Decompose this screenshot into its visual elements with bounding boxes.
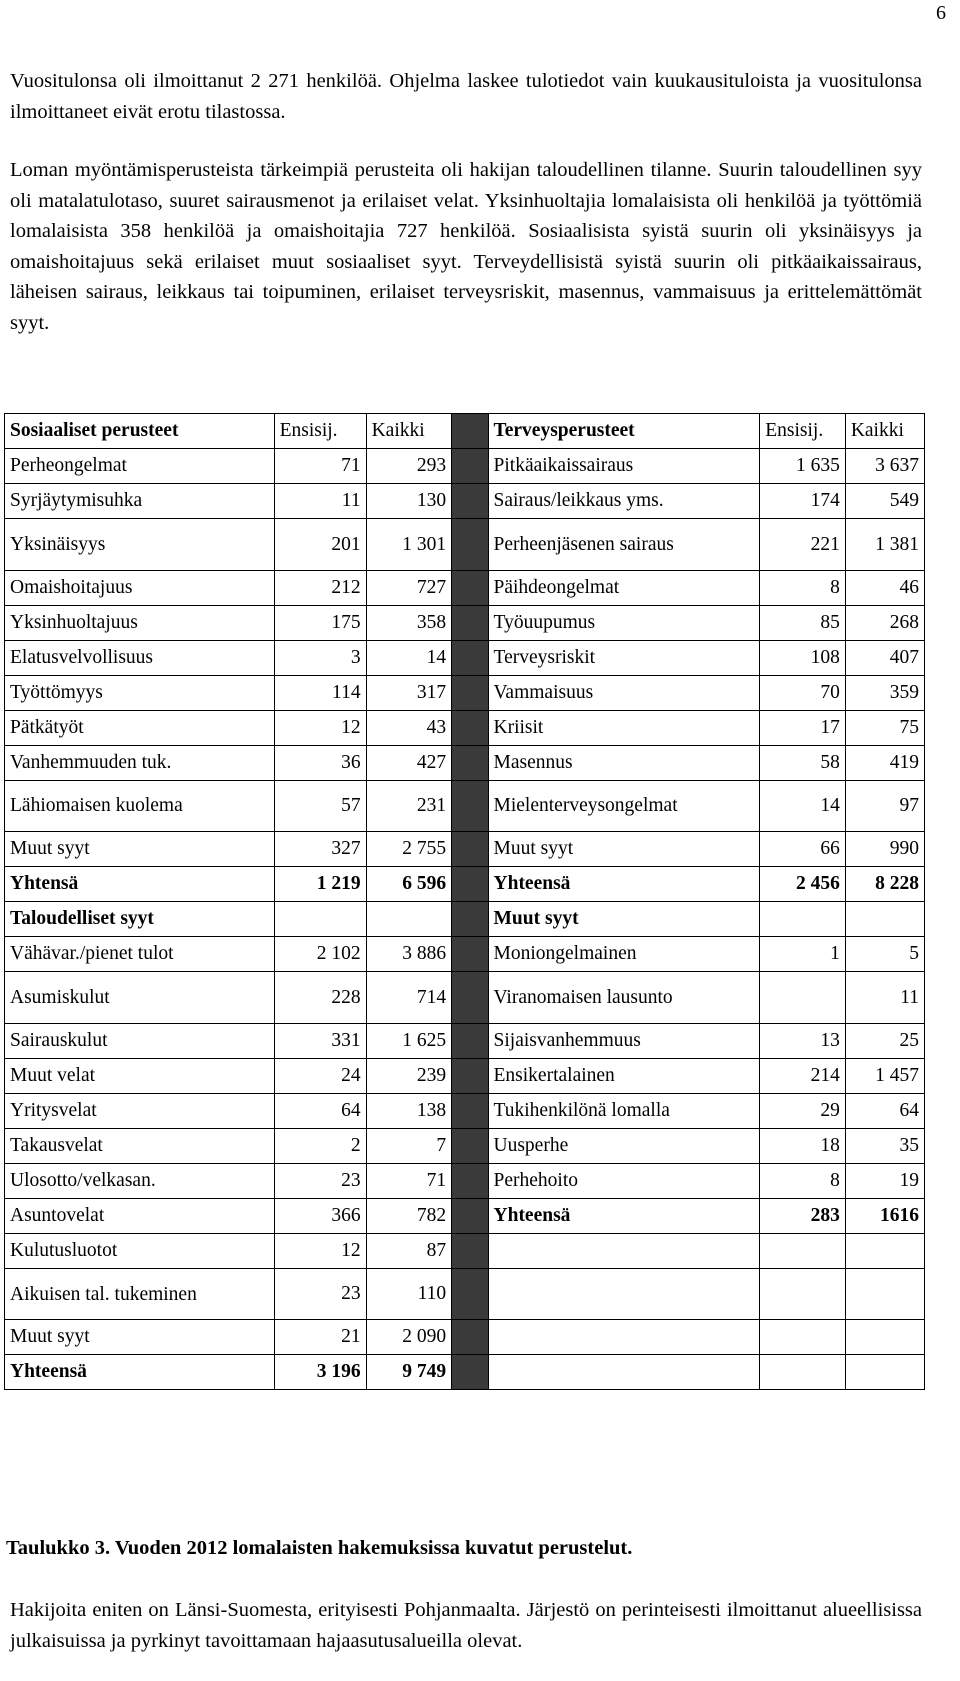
- right-all-value: [845, 1320, 924, 1355]
- column-separator: [452, 746, 488, 781]
- table-row: [5, 519, 925, 571]
- table-row: [5, 781, 925, 832]
- right-primary-value: 2 456: [760, 867, 846, 902]
- right-label: Terveysriskit: [488, 641, 760, 676]
- left-primary-value: [274, 902, 366, 937]
- table-row: [5, 606, 925, 641]
- left-all-value: 358: [366, 606, 452, 641]
- left-label: Kulutusluotot: [5, 1234, 275, 1269]
- left-primary-value: 23: [274, 1269, 366, 1320]
- right-primary-value: 14: [760, 781, 846, 832]
- left-all-value: 130: [366, 484, 452, 519]
- left-primary-value: 331: [274, 1024, 366, 1059]
- column-separator: [452, 1059, 488, 1094]
- right-label: Ensikertalainen: [488, 1059, 760, 1094]
- left-primary-value: 175: [274, 606, 366, 641]
- right-primary-value: [760, 1269, 846, 1320]
- right-label: Yhteensä: [488, 867, 760, 902]
- right-all-value: 1 381: [845, 519, 924, 571]
- right-label: Kriisit: [488, 711, 760, 746]
- left-primary-value: 201: [274, 519, 366, 571]
- header-primary-left: Ensisij.: [274, 414, 366, 449]
- right-primary-value: 85: [760, 606, 846, 641]
- left-primary-value: 327: [274, 832, 366, 867]
- column-separator: [452, 1234, 488, 1269]
- right-all-value: [845, 1234, 924, 1269]
- right-label: Muut syyt: [488, 832, 760, 867]
- left-all-value: 3 886: [366, 937, 452, 972]
- right-primary-value: 70: [760, 676, 846, 711]
- column-separator: [452, 1129, 488, 1164]
- left-primary-value: 57: [274, 781, 366, 832]
- right-primary-value: [760, 902, 846, 937]
- left-primary-value: 71: [274, 449, 366, 484]
- left-all-value: 138: [366, 1094, 452, 1129]
- table-row: [5, 1129, 925, 1164]
- left-all-value: 2 090: [366, 1320, 452, 1355]
- table-row: [5, 1234, 925, 1269]
- table-row: [5, 867, 925, 902]
- left-primary-value: 114: [274, 676, 366, 711]
- table-row: [5, 1094, 925, 1129]
- left-label: Muut velat: [5, 1059, 275, 1094]
- left-all-value: 9 749: [366, 1355, 452, 1390]
- left-all-value: 293: [366, 449, 452, 484]
- right-label: Sijaisvanhemmuus: [488, 1024, 760, 1059]
- right-primary-value: 174: [760, 484, 846, 519]
- table-row: [5, 832, 925, 867]
- right-primary-value: 8: [760, 1164, 846, 1199]
- left-all-value: 71: [366, 1164, 452, 1199]
- left-all-value: 6 596: [366, 867, 452, 902]
- right-primary-value: 18: [760, 1129, 846, 1164]
- right-label: Moniongelmainen: [488, 937, 760, 972]
- column-separator: [452, 781, 488, 832]
- right-label: Masennus: [488, 746, 760, 781]
- column-separator: [452, 1094, 488, 1129]
- right-primary-value: [760, 1355, 846, 1390]
- left-primary-value: 11: [274, 484, 366, 519]
- table-row: [5, 1164, 925, 1199]
- column-separator: [452, 1164, 488, 1199]
- table-row: [5, 902, 925, 937]
- right-all-value: 3 637: [845, 449, 924, 484]
- right-all-value: 549: [845, 484, 924, 519]
- left-primary-value: 2 102: [274, 937, 366, 972]
- page-number: 6: [936, 2, 946, 24]
- left-label: Muut syyt: [5, 1320, 275, 1355]
- column-separator: [452, 449, 488, 484]
- right-label: Muut syyt: [488, 902, 760, 937]
- right-label: Yhteensä: [488, 1199, 760, 1234]
- right-all-value: 19: [845, 1164, 924, 1199]
- header-social-reasons: Sosiaaliset perusteet: [5, 414, 275, 449]
- reasons-table: [4, 413, 925, 1390]
- left-label: Sairauskulut: [5, 1024, 275, 1059]
- right-label: Tukihenkilönä lomalla: [488, 1094, 760, 1129]
- left-label: Taloudelliset syyt: [5, 902, 275, 937]
- left-primary-value: 21: [274, 1320, 366, 1355]
- right-label: Päihdeongelmat: [488, 571, 760, 606]
- column-separator: [452, 606, 488, 641]
- left-label: Omaishoitajuus: [5, 571, 275, 606]
- right-all-value: 75: [845, 711, 924, 746]
- left-all-value: 727: [366, 571, 452, 606]
- header-health-reasons: Terveysperusteet: [488, 414, 760, 449]
- right-all-value: 407: [845, 641, 924, 676]
- header-primary-right: Ensisij.: [760, 414, 846, 449]
- table-row: [5, 1199, 925, 1234]
- right-label: Mielenterveysongelmat: [488, 781, 760, 832]
- right-primary-value: 17: [760, 711, 846, 746]
- left-all-value: [366, 902, 452, 937]
- right-all-value: 5: [845, 937, 924, 972]
- table-row: [5, 937, 925, 972]
- left-all-value: 1 625: [366, 1024, 452, 1059]
- right-all-value: 268: [845, 606, 924, 641]
- right-all-value: 1616: [845, 1199, 924, 1234]
- left-label: Lähiomaisen kuolema: [5, 781, 275, 832]
- table-header-row: [5, 414, 925, 449]
- column-separator: [452, 1199, 488, 1234]
- right-all-value: [845, 902, 924, 937]
- table-row: [5, 571, 925, 606]
- left-primary-value: 3 196: [274, 1355, 366, 1390]
- column-separator: [452, 414, 488, 449]
- right-label: Viranomaisen lausunto: [488, 972, 760, 1024]
- right-all-value: 35: [845, 1129, 924, 1164]
- paragraph-regions: Hakijoita eniten on Länsi-Suomesta, erityisesti Pohjanmaalta. Järjestö on perinteisesti ilmoittanut alueellisissa julkaisuissa ja pyrkinyt tavoittamaan hajaasutusalueilla olevat.: [10, 1599, 922, 1652]
- right-label: Perheenjäsenen sairaus: [488, 519, 760, 571]
- right-all-value: 990: [845, 832, 924, 867]
- table-row: [5, 676, 925, 711]
- right-primary-value: [760, 1320, 846, 1355]
- table-row: [5, 641, 925, 676]
- left-primary-value: 2: [274, 1129, 366, 1164]
- right-primary-value: 58: [760, 746, 846, 781]
- left-primary-value: 12: [274, 711, 366, 746]
- table-row: [5, 711, 925, 746]
- right-all-value: [845, 1269, 924, 1320]
- paragraph-annual-income: Vuositulonsa oli ilmoittanut 2 271 henkilöä. Ohjelma laskee tulotiedot vain kuukausituloista ja vuositulonsa ilmoittaneet eivät erotu tilastossa.: [10, 70, 922, 123]
- left-label: Vanhemmuuden tuk.: [5, 746, 275, 781]
- right-all-value: 1 457: [845, 1059, 924, 1094]
- right-label: Uusperhe: [488, 1129, 760, 1164]
- left-label: Perheongelmat: [5, 449, 275, 484]
- left-label: Ulosotto/velkasan.: [5, 1164, 275, 1199]
- right-label: [488, 1355, 760, 1390]
- left-all-value: 14: [366, 641, 452, 676]
- right-all-value: 46: [845, 571, 924, 606]
- right-label: Työuupumus: [488, 606, 760, 641]
- left-label: Syrjäytymisuhka: [5, 484, 275, 519]
- column-separator: [452, 641, 488, 676]
- header-all-left: Kaikki: [366, 414, 452, 449]
- left-primary-value: 1 219: [274, 867, 366, 902]
- left-all-value: 2 755: [366, 832, 452, 867]
- left-all-value: 317: [366, 676, 452, 711]
- left-all-value: 1 301: [366, 519, 452, 571]
- right-all-value: [845, 1355, 924, 1390]
- column-separator: [452, 676, 488, 711]
- right-primary-value: 108: [760, 641, 846, 676]
- left-primary-value: 3: [274, 641, 366, 676]
- right-primary-value: 214: [760, 1059, 846, 1094]
- right-primary-value: 66: [760, 832, 846, 867]
- right-label: [488, 1320, 760, 1355]
- left-primary-value: 24: [274, 1059, 366, 1094]
- right-primary-value: 1: [760, 937, 846, 972]
- right-primary-value: [760, 972, 846, 1024]
- right-primary-value: 221: [760, 519, 846, 571]
- left-label: Yksinäisyys: [5, 519, 275, 571]
- column-separator: [452, 711, 488, 746]
- right-label: Perhehoito: [488, 1164, 760, 1199]
- column-separator: [452, 1024, 488, 1059]
- right-all-value: 97: [845, 781, 924, 832]
- column-separator: [452, 519, 488, 571]
- column-separator: [452, 902, 488, 937]
- right-primary-value: 8: [760, 571, 846, 606]
- table-caption: Taulukko 3. Vuoden 2012 lomalaisten hakemuksissa kuvatut perustelut.: [6, 1537, 633, 1559]
- left-label: Asumiskulut: [5, 972, 275, 1024]
- table-row: [5, 972, 925, 1024]
- left-label: Pätkätyöt: [5, 711, 275, 746]
- table-row: [5, 1320, 925, 1355]
- table-row: [5, 1355, 925, 1390]
- left-label: Työttömyys: [5, 676, 275, 711]
- column-separator: [452, 867, 488, 902]
- right-primary-value: 1 635: [760, 449, 846, 484]
- right-primary-value: 13: [760, 1024, 846, 1059]
- left-label: Yhtensä: [5, 867, 275, 902]
- table-row: [5, 449, 925, 484]
- left-all-value: 239: [366, 1059, 452, 1094]
- left-all-value: 7: [366, 1129, 452, 1164]
- left-label: Takausvelat: [5, 1129, 275, 1164]
- left-all-value: 782: [366, 1199, 452, 1234]
- left-primary-value: 36: [274, 746, 366, 781]
- right-label: Vammaisuus: [488, 676, 760, 711]
- column-separator: [452, 571, 488, 606]
- column-separator: [452, 1355, 488, 1390]
- right-all-value: 64: [845, 1094, 924, 1129]
- left-label: Yksinhuoltajuus: [5, 606, 275, 641]
- left-primary-value: 228: [274, 972, 366, 1024]
- paragraph-grant-reasons: Loman myöntämisperusteista tärkeimpiä perusteita oli hakijan taloudellinen tilanne. Suurin taloudellinen syy oli matalatulotaso, suuret sairausmenot ja erilaiset velat. Yksinhuoltajia lomalaisista oli henkilöä ja työttömiä lomalaisista 358 henkilöä ja omaishoitajia 727 henkilöä. Sosiaalisista syistä suurin oli yksinäisyys ja omaishoitajuus sekä erilaiset muut sosiaaliset syyt. Terveydellisistä syistä suurin oli pitkäaikaissairaus, läheisen sairaus, leikkaus tai toipuminen, erilaiset terveysriskit, masennus, vammaisuus ja erittelemättömät syyt.: [10, 159, 922, 334]
- left-primary-value: 366: [274, 1199, 366, 1234]
- left-label: Vähävar./pienet tulot: [5, 937, 275, 972]
- left-label: Yritysvelat: [5, 1094, 275, 1129]
- right-label: Sairaus/leikkaus yms.: [488, 484, 760, 519]
- left-label: Asuntovelat: [5, 1199, 275, 1234]
- table-row: [5, 1059, 925, 1094]
- left-all-value: 231: [366, 781, 452, 832]
- left-all-value: 87: [366, 1234, 452, 1269]
- column-separator: [452, 484, 488, 519]
- right-label: Pitkäaikaissairaus: [488, 449, 760, 484]
- right-all-value: 419: [845, 746, 924, 781]
- right-all-value: 8 228: [845, 867, 924, 902]
- header-all-right: Kaikki: [845, 414, 924, 449]
- right-label: [488, 1234, 760, 1269]
- table-row: [5, 746, 925, 781]
- left-primary-value: 23: [274, 1164, 366, 1199]
- right-primary-value: 283: [760, 1199, 846, 1234]
- column-separator: [452, 832, 488, 867]
- left-all-value: 714: [366, 972, 452, 1024]
- left-label: Yhteensä: [5, 1355, 275, 1390]
- left-primary-value: 12: [274, 1234, 366, 1269]
- table-row: [5, 1269, 925, 1320]
- table-row: [5, 484, 925, 519]
- left-primary-value: 212: [274, 571, 366, 606]
- right-all-value: 359: [845, 676, 924, 711]
- right-primary-value: 29: [760, 1094, 846, 1129]
- right-all-value: 11: [845, 972, 924, 1024]
- table-row: [5, 1024, 925, 1059]
- column-separator: [452, 937, 488, 972]
- right-all-value: 25: [845, 1024, 924, 1059]
- column-separator: [452, 1320, 488, 1355]
- right-label: [488, 1269, 760, 1320]
- right-primary-value: [760, 1234, 846, 1269]
- column-separator: [452, 1269, 488, 1320]
- left-label: Elatusvelvollisuus: [5, 641, 275, 676]
- column-separator: [452, 972, 488, 1024]
- left-primary-value: 64: [274, 1094, 366, 1129]
- left-all-value: 427: [366, 746, 452, 781]
- left-label: Muut syyt: [5, 832, 275, 867]
- left-label: Aikuisen tal. tukeminen: [5, 1269, 275, 1320]
- left-all-value: 43: [366, 711, 452, 746]
- left-all-value: 110: [366, 1269, 452, 1320]
